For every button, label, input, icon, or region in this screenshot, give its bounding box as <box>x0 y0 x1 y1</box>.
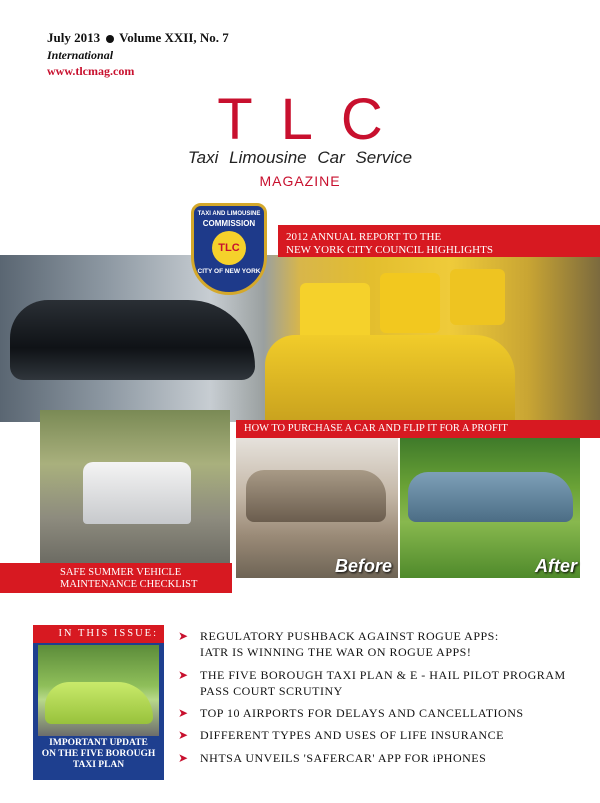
purchase-car-banner[interactable]: HOW TO PURCHASE A CAR AND FLIP IT FOR A PROFIT <box>236 420 600 438</box>
issue-item-line1: DIFFERENT TYPES AND USES OF LIFE INSURANCE <box>200 728 504 742</box>
badge-seal: TLC <box>212 231 246 265</box>
summer-line1: SAFE SUMMER VEHICLE <box>60 567 182 578</box>
sidebar-caption-line3: TAXI PLAN <box>72 760 125 770</box>
summer-checklist-banner[interactable] <box>0 563 232 593</box>
annual-report-line2: NEW YORK CITY COUNCIL HIGHLIGHTS <box>286 244 493 256</box>
arrow-right-icon: ➤ <box>178 751 189 765</box>
badge-bottom-text: CITY OF NEW YORK <box>197 268 261 275</box>
annual-report-line1: 2012 ANNUAL REPORT TO THE <box>286 231 442 243</box>
annual-report-banner[interactable] <box>278 225 600 257</box>
website-link[interactable]: www.tlcmag.com <box>47 64 135 78</box>
badge-top-text: TAXI AND LIMOUSINE <box>197 211 261 217</box>
badge-commission-text: COMMISSION <box>202 219 256 228</box>
volume-number: Volume XXII, No. 7 <box>119 30 229 45</box>
issue-item[interactable] <box>178 750 486 766</box>
edition-label: International <box>47 48 114 62</box>
before-label: Before <box>335 556 393 576</box>
issue-item[interactable] <box>178 667 566 699</box>
issue-item-line1: TOP 10 AIRPORTS FOR DELAYS AND CANCELLATIONS <box>200 706 524 720</box>
taxi-car-shape <box>300 283 370 343</box>
magazine-tagline: Taxi Limousine Car Service <box>187 148 413 167</box>
limousine-shape <box>10 300 255 380</box>
issue-date: July 2013 <box>47 30 101 45</box>
magazine-logo: TLC <box>217 87 411 152</box>
issue-item-line1: REGULATORY PUSHBACK AGAINST ROGUE APPS: <box>200 629 499 643</box>
issue-item[interactable] <box>178 727 504 743</box>
issue-item-line2: PASS COURT SCRUTINY <box>200 684 343 698</box>
issue-item-line1: THE FIVE BOROUGH TAXI PLAN & E - HAIL PILOT PROGRAM <box>200 668 566 682</box>
sidebar-caption-line2: ON THE FIVE BOROUGH <box>41 749 156 759</box>
taxi-car-shape <box>450 269 505 325</box>
summer-line2: MAINTENANCE CHECKLIST <box>60 579 198 590</box>
sidebar-caption[interactable] <box>33 738 164 771</box>
sidebar-caption-line1: IMPORTANT UPDATE <box>49 738 148 748</box>
arrow-right-icon: ➤ <box>178 728 189 742</box>
issue-info <box>47 30 229 46</box>
in-this-issue-header: IN THIS ISSUE: <box>33 625 164 643</box>
issue-item-line1: NHTSA UNVEILS 'SAFERCAR' APP FOR iPHONES <box>200 751 487 765</box>
tlc-badge-logo <box>191 203 267 295</box>
issue-item[interactable] <box>178 628 499 660</box>
arrow-right-icon: ➤ <box>178 668 189 682</box>
issue-item[interactable] <box>178 705 524 721</box>
taxi-car-shape <box>265 335 515 422</box>
restored-car-shape <box>408 472 573 522</box>
arrow-right-icon: ➤ <box>178 629 189 643</box>
taxi-car-shape <box>380 273 440 333</box>
arrow-right-icon: ➤ <box>178 706 189 720</box>
white-car-shape <box>83 462 191 524</box>
after-label: After <box>535 556 578 576</box>
rusty-car-shape <box>246 470 386 522</box>
bullet-icon <box>106 35 114 43</box>
magazine-label: MAGAZINE <box>259 173 341 189</box>
prius-car-shape <box>45 682 153 724</box>
issue-item-line2: IATR IS WINNING THE WAR ON ROGUE APPS! <box>200 645 472 659</box>
